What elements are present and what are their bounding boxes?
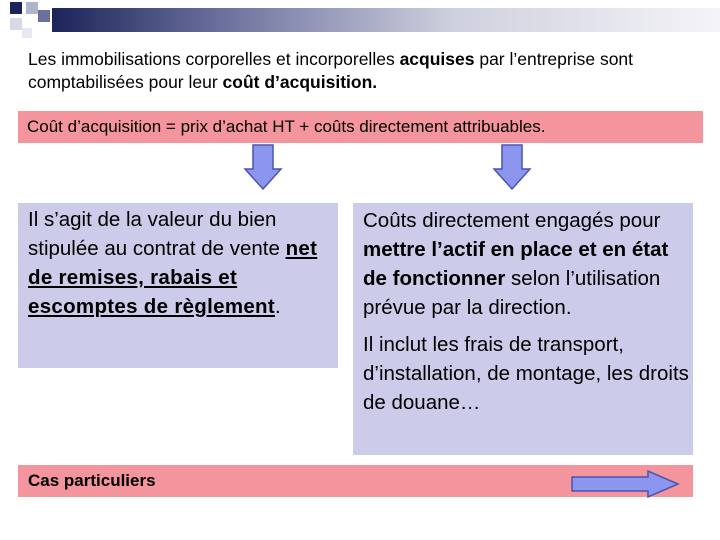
right-box-bold: mettre l’actif en place et en état de fonctionner bbox=[363, 238, 669, 290]
left-box-text1: Il s’agit de la valeur du bien stipulée au contrat de vente bbox=[28, 208, 286, 260]
special-cases-band: Cas particuliers bbox=[18, 465, 693, 497]
right-box-para1 bbox=[363, 206, 693, 322]
formula-band: Coût d’acquisition = prix d’achat HT + coûts directement attribuables. bbox=[18, 111, 703, 143]
arrow-down-right-icon bbox=[492, 143, 532, 191]
intro-part1: Les immobilisations corporelles et incorporelles bbox=[28, 49, 400, 69]
left-box-text2: . bbox=[275, 295, 281, 318]
decor-square-4 bbox=[38, 10, 50, 22]
intro-bold-acquises: acquises bbox=[399, 49, 475, 69]
arrow-down-left-icon bbox=[243, 143, 283, 191]
decor-square-3 bbox=[10, 18, 22, 30]
intro-bold-cout: coût d’acquisition. bbox=[222, 72, 378, 92]
arrow-right-icon[interactable] bbox=[570, 469, 682, 499]
attributable-costs-box bbox=[353, 203, 693, 455]
purchase-price-box bbox=[18, 203, 338, 368]
decor-square-5 bbox=[22, 28, 32, 38]
left-box-underlined: net de remises, rabais et escomptes de règlement bbox=[28, 237, 318, 318]
right-box-para2: Il inclut les frais de transport, d’installation, de montage, les droits de douane… bbox=[363, 333, 689, 414]
intro-part2: par l’entreprise sont comptabilisées pour leur bbox=[28, 49, 634, 92]
title-bar bbox=[52, 8, 720, 32]
intro-text bbox=[28, 48, 708, 94]
right-box-text1: Coûts directement engagés pour bbox=[363, 209, 661, 232]
right-box-text2: selon l’utilisation prévue par la direction. bbox=[363, 267, 661, 319]
decor-square-1 bbox=[10, 2, 22, 14]
decor-square-2 bbox=[26, 2, 38, 14]
